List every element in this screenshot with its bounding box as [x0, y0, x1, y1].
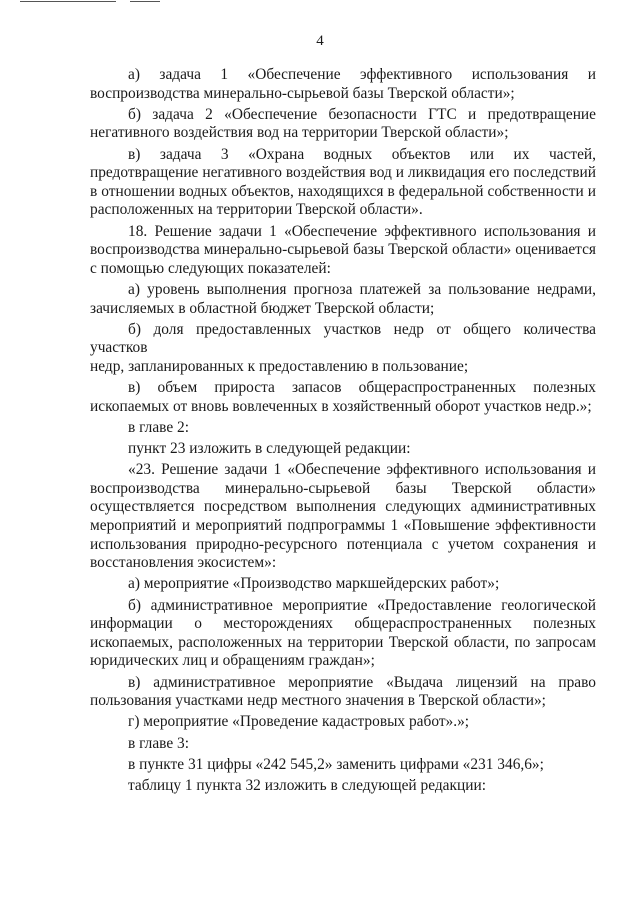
- text-line: воспроизводства минерально-сырьевой базы Тверской области»;: [90, 84, 515, 102]
- text-line: недр, запланированных к предоставлению в пользование;: [90, 357, 469, 375]
- paragraph-item-23-intro: пункт 23 изложить в следующей редакции:: [128, 440, 411, 458]
- text-line: 18. Решение задачи 1 «Обеспечение эффективного использования и: [128, 222, 596, 240]
- paragraph-item-23: [90, 461, 596, 573]
- text-line: восстановления экосистем»:: [90, 554, 277, 572]
- text-line: б) задача 2 «Обеспечение безопасности ГТС и предотвращение: [128, 105, 596, 123]
- paragraph-indicator-c: [90, 379, 596, 416]
- text-line: ископаемых от вновь вовлеченных в хозяйственный оборот участков недр.»;: [90, 397, 592, 415]
- paragraph-measure-d: г) мероприятие «Проведение кадастровых работ».»;: [128, 713, 470, 731]
- paragraph-task-3: [90, 146, 596, 220]
- paragraph-measure-c: [90, 674, 596, 711]
- text-line: воспроизводства минерально-сырьевой базы Тверской области»: [90, 479, 596, 497]
- paragraph-measure-b: [90, 597, 596, 671]
- text-line: пользования участками недр местного значения в Тверской области»;: [90, 692, 546, 710]
- page-number: 4: [316, 33, 324, 49]
- text-line: в) задача 3 «Охрана водных объектов или их частей,: [128, 145, 596, 163]
- text-line: ископаемых, расположенных на территории Тверской области, по запросам: [90, 633, 596, 651]
- paragraph-item-32: таблицу 1 пункта 32 изложить в следующей редакции:: [128, 776, 486, 794]
- text-line: б) административное мероприятие «Предоставление геологической: [128, 596, 596, 614]
- text-line: осуществляется посредством выполнения следующих административных: [90, 498, 596, 516]
- text-line: а) задача 1 «Обеспечение эффективного использования и: [128, 66, 596, 83]
- text-line: использования природно-ресурсного потенциала с учетом сохранения и: [90, 535, 596, 553]
- paragraph-task-2: [90, 106, 596, 143]
- paragraph-indicator-b: [90, 321, 596, 377]
- paragraph-measure-a: а) мероприятие «Производство маркшейдерских работ»;: [128, 575, 500, 593]
- paragraph-18: [90, 223, 596, 279]
- text-line: юридических лиц и обращениям граждан»;: [90, 652, 375, 670]
- text-line: мероприятий и мероприятий подпрограммы 1 «Повышение эффективности: [90, 517, 596, 534]
- paragraph-chapter-3: в главе 3:: [128, 734, 189, 752]
- text-line: а) уровень выполнения прогноза платежей за пользование недрами,: [128, 280, 596, 298]
- text-line: негативного воздействия вод на территории Тверской области»;: [90, 124, 509, 142]
- text-line: в) административное мероприятие «Выдача лицензий на право: [128, 673, 596, 691]
- text-line: воспроизводства минерально-сырьевой базы Тверской области» оценивается: [90, 241, 596, 259]
- paragraph-task-1: [90, 66, 596, 103]
- document-body: [90, 66, 596, 798]
- text-line: с помощью следующих показателей:: [90, 259, 331, 277]
- text-line: зачисляемых в областной бюджет Тверской области;: [90, 299, 435, 317]
- text-line: предотвращение негативного воздействия вод и ликвидация его последствий: [90, 164, 596, 182]
- text-line: б) доля предоставленных участков недр от общего количества участков: [90, 320, 596, 357]
- paragraph-chapter-2: в главе 2:: [128, 418, 189, 436]
- text-line: расположенных на территории Тверской области».: [90, 201, 423, 219]
- text-line: информации о месторождениях общераспространенных полезных: [90, 615, 596, 633]
- text-line: «23. Решение задачи 1 «Обеспечение эффективного использования и: [128, 461, 596, 479]
- text-line: в отношении водных объектов, находящихся в федеральной собственности и: [90, 182, 596, 200]
- text-line: в) объем прироста запасов общераспространенных полезных: [128, 379, 596, 397]
- paragraph-indicator-a: [90, 281, 596, 318]
- paragraph-item-31: в пункте 31 цифры «242 545,2» заменить цифрами «231 346,6»;: [128, 755, 544, 773]
